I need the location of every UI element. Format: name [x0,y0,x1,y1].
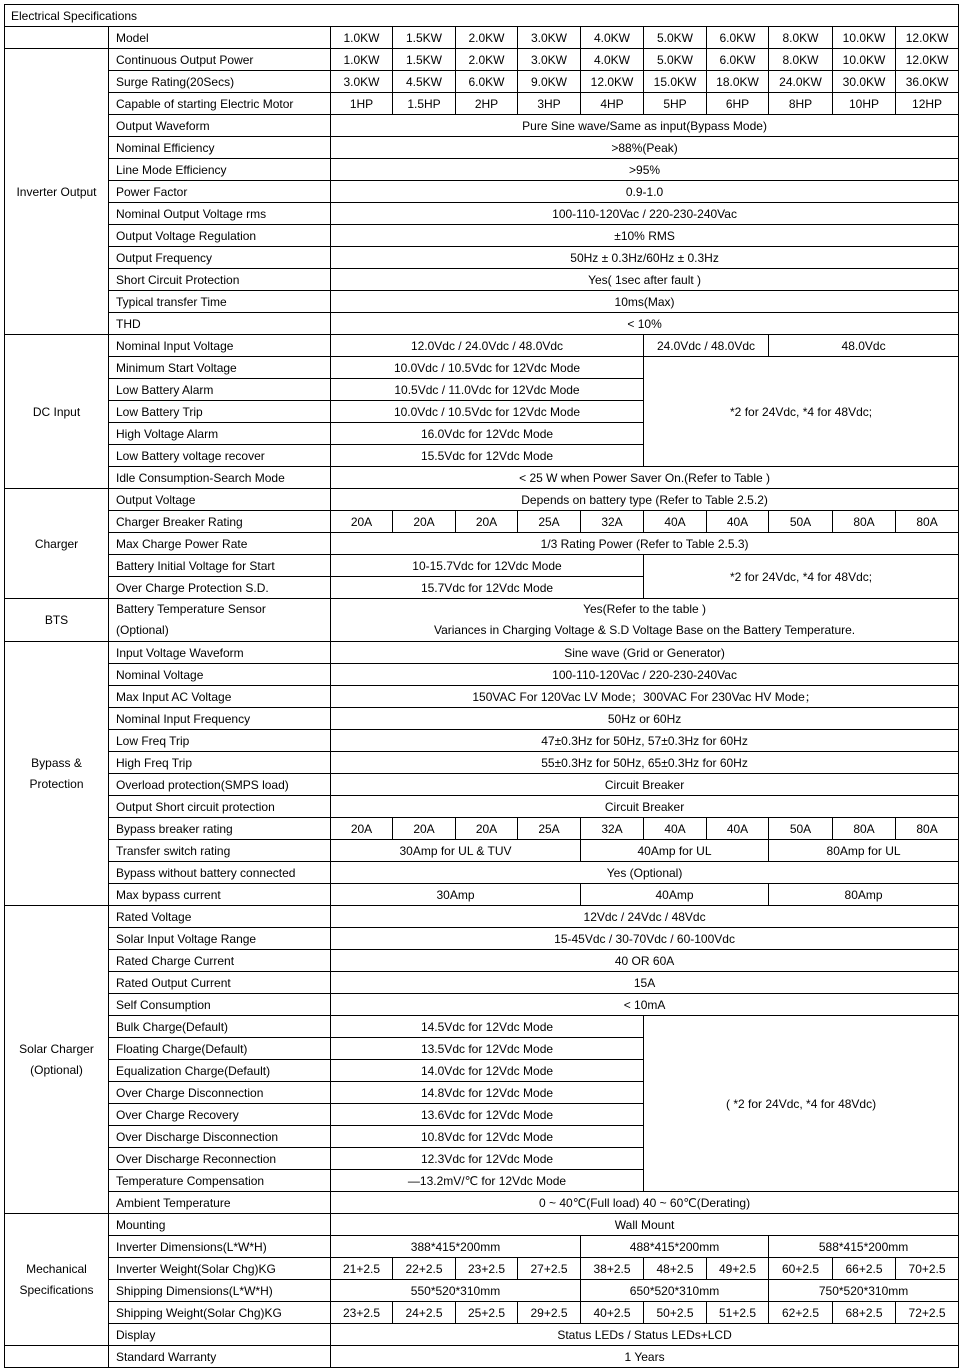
value-cell: 100-110-120Vac / 220-230-240Vac [331,203,959,225]
value-cell: 22+2.5 [393,1258,456,1280]
row-label: Max Charge Power Rate [109,533,331,555]
row-label: Nominal Efficiency [109,137,331,159]
value-cell: 0.9-1.0 [331,181,959,203]
spec-table [4,4,959,1368]
mech-dims-row [5,1236,959,1258]
value-cell: 8HP [769,93,833,115]
value-cell: 15.7Vdc for 12Vdc Mode [331,577,644,599]
row-label: Standard Warranty [109,1346,331,1368]
value-cell: 12.0Vdc / 24.0Vdc / 48.0Vdc [331,335,644,357]
group-label-solar [5,906,109,1214]
cell-line: Bypass & [31,755,82,770]
model-cell: 12.0KW [896,27,959,49]
value-cell: 15.0KW [644,71,707,93]
bypass-row [5,664,959,686]
value-cell: Yes( 1sec after fault ) [331,269,959,291]
inverter-row [5,269,959,291]
solar-row [5,972,959,994]
bypass-row [5,774,959,796]
bypass-breaker-row [5,818,959,840]
bypass-nobatt-row [5,862,959,884]
value-cell: 488*415*200mm [581,1236,769,1258]
row-label: Mounting [109,1214,331,1236]
value-cell: 12.0KW [896,49,959,71]
value-cell: 14.5Vdc for 12Vdc Mode [331,1016,644,1038]
row-label: Inverter Dimensions(L*W*H) [109,1236,331,1258]
row-label: Battery Initial Voltage for Start [109,555,331,577]
value-cell: 50A [769,511,833,533]
group-label-inverter: Inverter Output [5,49,109,335]
value-cell: 32A [581,511,644,533]
value-cell: 50Hz ± 0.3Hz/60Hz ± 0.3Hz [331,247,959,269]
value-cell: 10ms(Max) [331,291,959,313]
solar-row [5,1016,959,1038]
value-cell: 6HP [707,93,769,115]
row-label: Output Frequency [109,247,331,269]
value-cell: 8.0KW [769,49,833,71]
value-cell: 650*520*310mm [581,1280,769,1302]
value-cell: >95% [331,159,959,181]
row-label [109,599,331,642]
row-label: Over Discharge Disconnection [109,1126,331,1148]
row-label: Continuous Output Power [109,49,331,71]
note-cell: ( *2 for 24Vdc, *4 for 48Vdc) [644,1016,959,1192]
inverter-row [5,181,959,203]
mech-shipdims-row [5,1280,959,1302]
row-label: Typical transfer Time [109,291,331,313]
value-cell: 27+2.5 [518,1258,581,1280]
empty-cell [5,27,109,49]
inverter-row [5,225,959,247]
row-label: Low Battery Trip [109,401,331,423]
value-cell: 6.0KW [707,49,769,71]
value-cell: 25A [518,818,581,840]
value-cell: Status LEDs / Status LEDs+LCD [331,1324,959,1346]
value-cell: 13.6Vdc for 12Vdc Mode [331,1104,644,1126]
row-label: Rated Charge Current [109,950,331,972]
value-cell: 15.5Vdc for 12Vdc Mode [331,445,644,467]
cell-line: Battery Temperature Sensor [116,602,266,616]
row-label: Temperature Compensation [109,1170,331,1192]
row-label: High Freq Trip [109,752,331,774]
value-cell: 388*415*200mm [331,1236,581,1258]
value-cell: 47±0.3Hz for 50Hz, 57±0.3Hz for 60Hz [331,730,959,752]
value-cell: 15-45Vdc / 30-70Vdc / 60-100Vdc [331,928,959,950]
value-cell: Depends on battery type (Refer to Table 2.5.2) [331,489,959,511]
bypass-max-row [5,884,959,906]
row-label: Short Circuit Protection [109,269,331,291]
row-label: Max bypass current [109,884,331,906]
row-label: Self Consumption [109,994,331,1016]
row-label: Inverter Weight(Solar Chg)KG [109,1258,331,1280]
value-cell: 40A [707,511,769,533]
value-cell: 60+2.5 [769,1258,833,1280]
model-cell: 1.5KW [393,27,456,49]
row-label: Ambient Temperature [109,1192,331,1214]
value-cell: 9.0KW [518,71,581,93]
value-cell: >88%(Peak) [331,137,959,159]
cell-line: Variances in Charging Voltage & S.D Voltage Base on the Battery Temperature. [433,623,856,637]
value-cell: 2.0KW [456,49,518,71]
value-cell: Pure Sine wave/Same as input(Bypass Mode) [331,115,959,137]
row-label: Floating Charge(Default) [109,1038,331,1060]
inverter-continuous-row [5,49,959,71]
value-cell: < 10mA [331,994,959,1016]
value-cell: 588*415*200mm [769,1236,959,1258]
row-label: Display [109,1324,331,1346]
row-label: Charger Breaker Rating [109,511,331,533]
inverter-row [5,137,959,159]
value-cell: 12.0KW [581,71,644,93]
value-cell: 40A [644,818,707,840]
row-label: High Voltage Alarm [109,423,331,445]
row-label: Output Voltage [109,489,331,511]
row-label: Idle Consumption-Search Mode [109,467,331,489]
value-cell: 80A [896,818,959,840]
value-cell: 3.0KW [518,49,581,71]
table-title: Electrical Specifications [5,5,959,27]
value-cell: 48.0Vdc [769,335,959,357]
value-cell: 80A [833,511,896,533]
bts-row [5,599,959,642]
model-cell: 10.0KW [833,27,896,49]
row-label: Bulk Charge(Default) [109,1016,331,1038]
row-label: Nominal Output Voltage rms [109,203,331,225]
value-cell: < 25 W when Power Saver On.(Refer to Table ) [331,467,959,489]
inverter-row [5,247,959,269]
value-cell: 80A [833,818,896,840]
inverter-motor-row [5,93,959,115]
mech-mounting-row [5,1214,959,1236]
charger-breaker-row [5,511,959,533]
spec-table-body [5,5,959,1368]
value-cell: 25A [518,511,581,533]
value-cell: 4.5KW [393,71,456,93]
group-label-bypass [5,642,109,906]
value-cell: 2HP [456,93,518,115]
row-label: Rated Voltage [109,906,331,928]
solar-row [5,994,959,1016]
value-cell [331,599,959,642]
value-cell: 68+2.5 [833,1302,896,1324]
warranty-row [5,1346,959,1368]
model-cell: 6.0KW [707,27,769,49]
value-cell: 16.0Vdc for 12Vdc Mode [331,423,644,445]
charger-initial-row [5,555,959,577]
inverter-row [5,291,959,313]
value-cell: 50A [769,818,833,840]
row-label: Output Waveform [109,115,331,137]
value-cell: 1HP [331,93,393,115]
value-cell: 40A [644,511,707,533]
note-cell: *2 for 24Vdc, *4 for 48Vdc; [644,357,959,467]
row-label: THD [109,313,331,335]
value-cell: 30Amp [331,884,581,906]
value-cell: 14.0Vdc for 12Vdc Mode [331,1060,644,1082]
value-cell: 750*520*310mm [769,1280,959,1302]
inverter-row [5,313,959,335]
value-cell: 40 OR 60A [331,950,959,972]
value-cell: 80Amp [769,884,959,906]
inverter-surge-row [5,71,959,93]
value-cell: 20A [393,511,456,533]
dc-row [5,357,959,379]
row-label: Low Freq Trip [109,730,331,752]
value-cell: 55±0.3Hz for 50Hz, 65±0.3Hz for 60Hz [331,752,959,774]
charger-rate-row [5,533,959,555]
value-cell: 20A [456,511,518,533]
value-cell: 21+2.5 [331,1258,393,1280]
value-cell: Circuit Breaker [331,774,959,796]
row-label: Bypass breaker rating [109,818,331,840]
bypass-row [5,730,959,752]
value-cell: 12Vdc / 24Vdc / 48Vdc [331,906,959,928]
bypass-row [5,796,959,818]
bypass-transfer-row [5,840,959,862]
value-cell: 10.0KW [833,49,896,71]
value-cell: ±10% RMS [331,225,959,247]
value-cell: 23+2.5 [331,1302,393,1324]
value-cell: 50Hz or 60Hz [331,708,959,730]
value-cell: 3HP [518,93,581,115]
value-cell: 10.8Vdc for 12Vdc Mode [331,1126,644,1148]
row-label: Transfer switch rating [109,840,331,862]
value-cell: 1.5KW [393,49,456,71]
value-cell: Circuit Breaker [331,796,959,818]
cell-line: Specifications [19,1282,94,1297]
row-label: Capable of starting Electric Motor [109,93,331,115]
value-cell: Sine wave (Grid or Generator) [331,642,959,664]
row-label: Power Factor [109,181,331,203]
bypass-row [5,708,959,730]
row-label: Output Short circuit protection [109,796,331,818]
row-label: Low Battery Alarm [109,379,331,401]
value-cell: 80Amp for UL [769,840,959,862]
row-label: Over Discharge Reconnection [109,1148,331,1170]
value-cell: Yes (Optional) [331,862,959,884]
value-cell: 14.8Vdc for 12Vdc Mode [331,1082,644,1104]
value-cell: 72+2.5 [896,1302,959,1324]
row-label: Solar Input Voltage Range [109,928,331,950]
value-cell: 80A [896,511,959,533]
title-row [5,5,959,27]
row-label: Bypass without battery connected [109,862,331,884]
value-cell: 24+2.5 [393,1302,456,1324]
cell-line: (Optional) [30,1062,83,1077]
mech-shipweight-row [5,1302,959,1324]
dc-idle-row [5,467,959,489]
value-cell: 24.0KW [769,71,833,93]
group-label-charger: Charger [5,489,109,599]
value-cell: 150VAC For 120Vac LV Mode；300VAC For 230Vac HV Mode； [331,686,959,708]
value-cell: 550*520*310mm [331,1280,581,1302]
value-cell: 18.0KW [707,71,769,93]
value-cell: 30Amp for UL & TUV [331,840,581,862]
model-cell: 4.0KW [581,27,644,49]
value-cell: 1/3 Rating Power (Refer to Table 2.5.3) [331,533,959,555]
value-cell: 1 Years [331,1346,959,1368]
model-row [5,27,959,49]
model-cell: 5.0KW [644,27,707,49]
value-cell: 13.5Vdc for 12Vdc Mode [331,1038,644,1060]
row-label: Nominal Input Frequency [109,708,331,730]
value-cell: 25+2.5 [456,1302,518,1324]
value-cell: 36.0KW [896,71,959,93]
row-label: Over Charge Protection S.D. [109,577,331,599]
model-cell: 2.0KW [456,27,518,49]
value-cell: 70+2.5 [896,1258,959,1280]
group-label-mechanical [5,1214,109,1346]
empty-cell [5,1346,109,1368]
dc-nominal-row [5,335,959,357]
value-cell: 100-110-120Vac / 220-230-240Vac [331,664,959,686]
value-cell: 12HP [896,93,959,115]
solar-row [5,950,959,972]
solar-row [5,928,959,950]
value-cell: 10HP [833,93,896,115]
value-cell: 15A [331,972,959,994]
value-cell: 5HP [644,93,707,115]
mech-display-row [5,1324,959,1346]
value-cell: 20A [331,511,393,533]
model-cell: 8.0KW [769,27,833,49]
inverter-row [5,115,959,137]
value-cell: 10.5Vdc / 11.0Vdc for 12Vdc Mode [331,379,644,401]
value-cell: 23+2.5 [456,1258,518,1280]
row-label: Overload protection(SMPS load) [109,774,331,796]
value-cell: 6.0KW [456,71,518,93]
row-label: Model [109,27,331,49]
row-label: Line Mode Efficiency [109,159,331,181]
value-cell: 40Amp [581,884,769,906]
value-cell: < 10% [331,313,959,335]
value-cell: 50+2.5 [644,1302,707,1324]
row-label: Max Input AC Voltage [109,686,331,708]
group-label-dc: DC Input [5,335,109,489]
row-label: Over Charge Disconnection [109,1082,331,1104]
note-cell: *2 for 24Vdc, *4 for 48Vdc; [644,555,959,599]
value-cell: 30.0KW [833,71,896,93]
value-cell: 29+2.5 [518,1302,581,1324]
row-label: Output Voltage Regulation [109,225,331,247]
value-cell: 62+2.5 [769,1302,833,1324]
value-cell: 10.0Vdc / 10.5Vdc for 12Vdc Mode [331,357,644,379]
cell-line: Solar Charger [19,1041,94,1056]
row-label: Minimum Start Voltage [109,357,331,379]
row-label: Nominal Voltage [109,664,331,686]
row-label: Nominal Input Voltage [109,335,331,357]
charger-output-row [5,489,959,511]
row-label: Surge Rating(20Secs) [109,71,331,93]
value-cell: 4.0KW [581,49,644,71]
value-cell: —13.2mV/℃ for 12Vdc Mode [331,1170,644,1192]
value-cell: 66+2.5 [833,1258,896,1280]
solar-row [5,906,959,928]
cell-line: Mechanical [26,1261,87,1276]
value-cell: 10-15.7Vdc for 12Vdc Mode [331,555,644,577]
solar-ambient-row [5,1192,959,1214]
row-label: Shipping Weight(Solar Chg)KG [109,1302,331,1324]
value-cell: 1.5HP [393,93,456,115]
value-cell: 0 ~ 40℃(Full load) 40 ~ 60℃(Derating) [331,1192,959,1214]
value-cell: 5.0KW [644,49,707,71]
value-cell: 20A [456,818,518,840]
value-cell: 48+2.5 [644,1258,707,1280]
cell-line: Yes(Refer to the table ) [583,602,707,616]
model-cell: 1.0KW [331,27,393,49]
inverter-row [5,203,959,225]
value-cell: 20A [331,818,393,840]
value-cell: 51+2.5 [707,1302,769,1324]
bypass-row [5,642,959,664]
value-cell: 40+2.5 [581,1302,644,1324]
mech-weight-row [5,1258,959,1280]
value-cell: 38+2.5 [581,1258,644,1280]
row-label: Over Charge Recovery [109,1104,331,1126]
row-label: Equalization Charge(Default) [109,1060,331,1082]
value-cell: 4HP [581,93,644,115]
value-cell: 49+2.5 [707,1258,769,1280]
bypass-row [5,686,959,708]
value-cell: 3.0KW [331,71,393,93]
value-cell: Wall Mount [331,1214,959,1236]
cell-line: (Optional) [116,623,169,637]
row-label: Shipping Dimensions(L*W*H) [109,1280,331,1302]
cell-line: Protection [29,776,84,791]
value-cell: 40A [707,818,769,840]
bypass-row [5,752,959,774]
value-cell: 10.0Vdc / 10.5Vdc for 12Vdc Mode [331,401,644,423]
row-label: Low Battery voltage recover [109,445,331,467]
row-label: Input Voltage Waveform [109,642,331,664]
group-label-bts: BTS [5,599,109,642]
model-cell: 3.0KW [518,27,581,49]
inverter-row [5,159,959,181]
value-cell: 32A [581,818,644,840]
value-cell: 20A [393,818,456,840]
value-cell: 1.0KW [331,49,393,71]
value-cell: 40Amp for UL [581,840,769,862]
value-cell: 24.0Vdc / 48.0Vdc [644,335,769,357]
row-label: Rated Output Current [109,972,331,994]
value-cell: 12.3Vdc for 12Vdc Mode [331,1148,644,1170]
